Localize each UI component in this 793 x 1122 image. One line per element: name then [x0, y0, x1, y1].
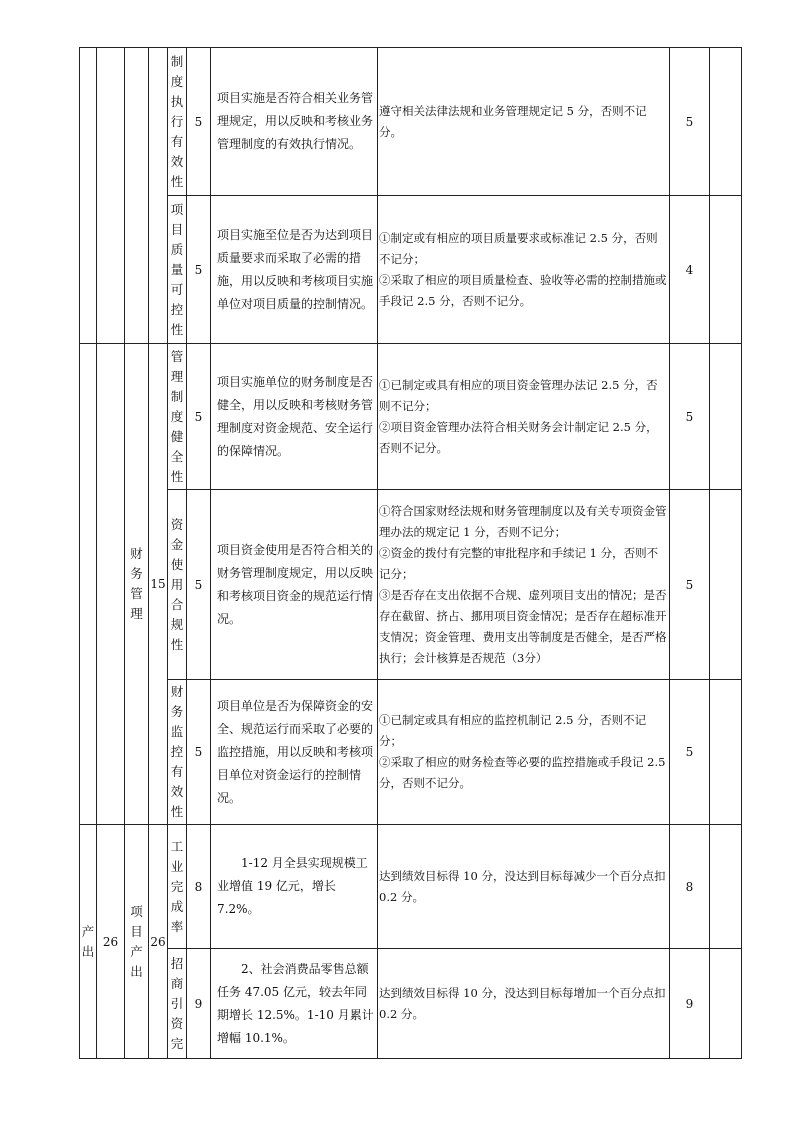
- table-row: [80, 949, 742, 1059]
- indicator-weight: 5: [187, 680, 211, 825]
- group-weight-finance: 15: [149, 344, 168, 825]
- scoring-standard: ①符合国家财经法规和财务管理制度以及有关专项资金管理办法的规定记 1 分，否则不记分； ②资金的拨付有完整的审批程序和手续记 1 分，否则不记分； ③是否存在支出依据不合规、虚列项目支出的情况；是否存在截留、挤占、挪用项目资金情况；是否存在超标准开支情况；资金管理、费用支出等制度是否健全，是否严格执行；会计核算是否规范（3分）: [378, 490, 670, 680]
- indicator-name: 制 度 执 行 有 效 性: [168, 48, 187, 196]
- indicator-name: 项 目 质 量 可 控 性: [168, 196, 187, 344]
- level2-weight: 26: [149, 825, 168, 1059]
- scoring-standard: 达到绩效目标得 10 分，没达到目标每减少一个百分点扣 0.2 分。: [378, 825, 670, 949]
- indicator-description: 项目资金使用是否符合相关的财务管理制度规定，用以反映和考核项目资金的规范运行情况。: [211, 490, 378, 680]
- table-row: [80, 196, 742, 344]
- level1-weight-cell-empty: [97, 48, 125, 344]
- table-row: [80, 490, 742, 680]
- level1-weight: 26: [97, 825, 125, 1059]
- indicator-description: 项目单位是否为保障资金的安全、规范运行而采取了必要的监控措施，用以反映和考核项目单位对资金运行的控制情况。: [211, 680, 378, 825]
- table-row: [80, 680, 742, 825]
- indicator-score: 5: [670, 48, 710, 196]
- indicator-name: 招 商 引 资 完: [168, 949, 187, 1059]
- indicator-name: 财 务 监 控 有 效 性: [168, 680, 187, 825]
- remark-cell: [710, 949, 742, 1059]
- evaluation-table: [79, 47, 742, 1059]
- table-row: [80, 825, 742, 949]
- scoring-standard: ①制定或有相应的项目质量要求或标准记 2.5 分，否则不记分； ②采取了相应的项目质量检查、验收等必需的控制措施或手段记 2.5 分，否则不记分。: [378, 196, 670, 344]
- indicator-description: 项目实施单位的财务制度是否健全，用以反映和考核财务管理制度对资金规范、安全运行的保障情况。: [211, 344, 378, 490]
- remark-cell: [710, 344, 742, 490]
- indicator-weight: 5: [187, 490, 211, 680]
- remark-cell: [710, 48, 742, 196]
- indicator-weight: 9: [187, 949, 211, 1059]
- remark-cell: [710, 825, 742, 949]
- scoring-standard: ①已制定或具有相应的监控机制记 2.5 分，否则不记分； ②采取了相应的财务检查等必要的监控措施或手段记 2.5 分，否则不记分。: [378, 680, 670, 825]
- remark-cell: [710, 680, 742, 825]
- scoring-standard: 遵守相关法律法规和业务管理规定记 5 分，否则不记分。: [378, 48, 670, 196]
- level2-cell-empty: [125, 48, 149, 344]
- indicator-score: 5: [670, 680, 710, 825]
- indicator-description: 项目实施是否符合相关业务管理规定，用以反映和考核业务管理制度的有效执行情况。: [211, 48, 378, 196]
- indicator-score: 8: [670, 825, 710, 949]
- indicator-score: 5: [670, 490, 710, 680]
- indicator-weight: 8: [187, 825, 211, 949]
- level2-weight-cell-empty: [149, 48, 168, 344]
- remark-cell: [710, 196, 742, 344]
- indicator-score: 5: [670, 344, 710, 490]
- indicator-name: 资 金 使 用 合 规 性: [168, 490, 187, 680]
- indicator-description: 1-12 月全县实现规模工业增值 19 亿元，增长 7.2%。: [211, 825, 378, 949]
- table-row: [80, 48, 742, 196]
- indicator-description: 2、社会消费品零售总额任务 47.05 亿元，较去年同期增长 12.5%。1-10 月累计增幅 10.1%。: [211, 949, 378, 1059]
- indicator-weight: 5: [187, 48, 211, 196]
- level2-name: 项 目 产 出: [125, 825, 149, 1059]
- indicator-weight: 5: [187, 344, 211, 490]
- level1-cell-empty: [80, 344, 97, 825]
- indicator-score: 9: [670, 949, 710, 1059]
- level1-weight-cell-empty: [97, 344, 125, 825]
- indicator-description: 项目实施至位是否为达到项目质量要求而采取了必需的措施，用以反映和考核项目实施单位对项目质量的控制情况。: [211, 196, 378, 344]
- indicator-name: 工 业 完 成 率: [168, 825, 187, 949]
- indicator-score: 4: [670, 196, 710, 344]
- group-name-finance: 财 务 管 理: [125, 344, 149, 825]
- indicator-weight: 5: [187, 196, 211, 344]
- table-row: [80, 344, 742, 490]
- scoring-standard: 达到绩效目标得 10 分，没达到目标每增加一个百分点扣 0.2 分。: [378, 949, 670, 1059]
- scoring-standard: ①已制定或具有相应的项目资金管理办法记 2.5 分，否则不记分； ②项目资金管理办法符合相关财务会计制定记 2.5 分，否则不记分。: [378, 344, 670, 490]
- remark-cell: [710, 490, 742, 680]
- indicator-name: 管 理 制 度 健 全 性: [168, 344, 187, 490]
- level1-cell-empty: [80, 48, 97, 344]
- level1-name: 产 出: [80, 825, 97, 1059]
